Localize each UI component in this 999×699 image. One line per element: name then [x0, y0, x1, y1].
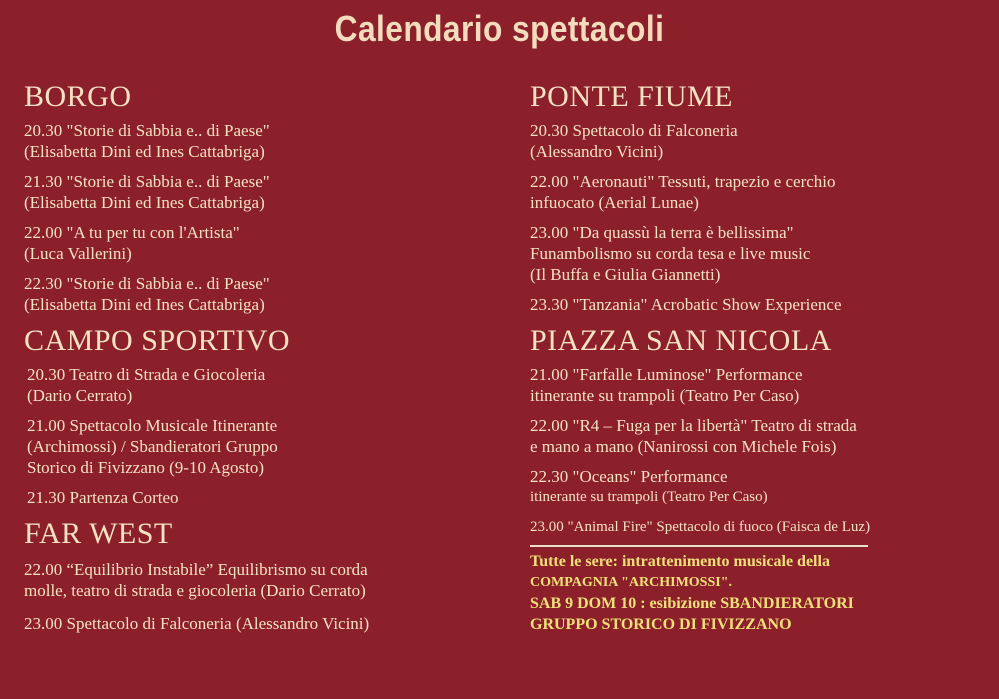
event-line: 20.30 Teatro di Strada e Giocoleria — [27, 365, 266, 384]
event-line: (Elisabetta Dini ed Ines Cattabriga) — [24, 295, 265, 314]
event-line: (Elisabetta Dini ed Ines Cattabriga) — [24, 193, 265, 212]
event-line: 20.30 "Storie di Sabbia e.. di Paese" — [24, 121, 270, 140]
divider-line — [530, 545, 868, 547]
event-line: 22.30 "Oceans" Performance — [530, 467, 728, 486]
event — [24, 487, 494, 508]
event — [24, 613, 494, 634]
event-line: 22.00 "A tu per tu con l'Artista" — [24, 223, 240, 242]
notes-block — [530, 551, 980, 635]
event-line: 23.00 "Animal Fire" Spettacolo di fuoco (Faisca de Luz) — [530, 519, 871, 535]
section-borgo — [24, 80, 494, 315]
event — [24, 364, 494, 406]
event-line: (Dario Cerrato) — [27, 386, 133, 405]
event-line: (Alessandro Vicini) — [530, 142, 664, 161]
event — [24, 120, 494, 162]
event — [24, 222, 494, 264]
event-line: 20.30 Spettacolo di Falconeria — [530, 121, 738, 140]
section-heading: CAMPO SPORTIVO — [24, 324, 291, 357]
section-heading: PIAZZA SAN NICOLA — [530, 324, 832, 357]
event-line: Funambolismo su corda tesa e live music — [530, 244, 811, 263]
note-line: Tutte le sere: intrattenimento musicale della — [530, 553, 830, 570]
left-column — [24, 80, 494, 643]
event — [530, 120, 980, 162]
event-line: Storico di Fivizzano (9-10 Agosto) — [27, 458, 265, 477]
section-campo-sportivo — [24, 324, 494, 508]
event-line: 23.00 "Da quassù la terra è bellissima" — [530, 223, 794, 242]
event — [24, 559, 494, 601]
event — [24, 273, 494, 315]
section-heading: BORGO — [24, 80, 132, 113]
page-title: Calendario spettacoli — [334, 8, 665, 49]
event — [530, 364, 980, 406]
section-heading: FAR WEST — [24, 517, 173, 550]
event-line: (Luca Vallerini) — [24, 244, 132, 263]
note-line: COMPAGNIA "ARCHIMOSSI". — [530, 575, 732, 590]
event-line: itinerante su trampoli (Teatro Per Caso) — [530, 489, 768, 505]
event-line: 22.00 “Equilibrio Instabile” Equilibrismo su corda — [24, 560, 368, 579]
event-line: (Elisabetta Dini ed Ines Cattabriga) — [24, 142, 265, 161]
event-line: e mano a mano (Nanirossi con Michele Fois) — [530, 437, 837, 456]
event-line: infuocato (Aerial Lunae) — [530, 193, 699, 212]
event — [530, 171, 980, 213]
event — [530, 294, 980, 315]
section-piazza-san-nicola — [530, 324, 980, 547]
event-line: 21.30 Partenza Corteo — [27, 488, 179, 507]
event-line: 22.00 "Aeronauti" Tessuti, trapezio e cerchio — [530, 172, 836, 191]
event-line: 21.30 "Storie di Sabbia e.. di Paese" — [24, 172, 270, 191]
event-line: 21.00 Spettacolo Musicale Itinerante — [27, 416, 278, 435]
event — [530, 517, 980, 538]
event-line: (Archimossi) / Sbandieratori Gruppo — [27, 437, 278, 456]
event-line: 22.00 "R4 – Fuga per la libertà" Teatro di strada — [530, 416, 857, 435]
event-line: 22.30 "Storie di Sabbia e.. di Paese" — [24, 274, 270, 293]
event-line: molle, teatro di strada e giocoleria (Dario Cerrato) — [24, 581, 366, 600]
event — [24, 415, 494, 478]
event — [24, 171, 494, 213]
event — [530, 466, 980, 508]
section-heading: PONTE FIUME — [530, 80, 734, 113]
note-line: SAB 9 DOM 10 : esibizione SBANDIERATORI — [530, 595, 854, 612]
event-line: 21.00 "Farfalle Luminose" Performance — [530, 365, 803, 384]
section-ponte-fiume — [530, 80, 980, 315]
event — [530, 222, 980, 285]
event-line: 23.00 Spettacolo di Falconeria (Alessandro Vicini) — [24, 614, 370, 633]
event — [530, 415, 980, 457]
note-line: GRUPPO STORICO DI FIVIZZANO — [530, 616, 792, 633]
event-line: (Il Buffa e Giulia Giannetti) — [530, 265, 721, 284]
right-column — [530, 80, 980, 635]
event-line: itinerante su trampoli (Teatro Per Caso) — [530, 386, 800, 405]
event-line: 23.30 "Tanzania" Acrobatic Show Experience — [530, 295, 842, 314]
section-far-west — [24, 517, 494, 634]
